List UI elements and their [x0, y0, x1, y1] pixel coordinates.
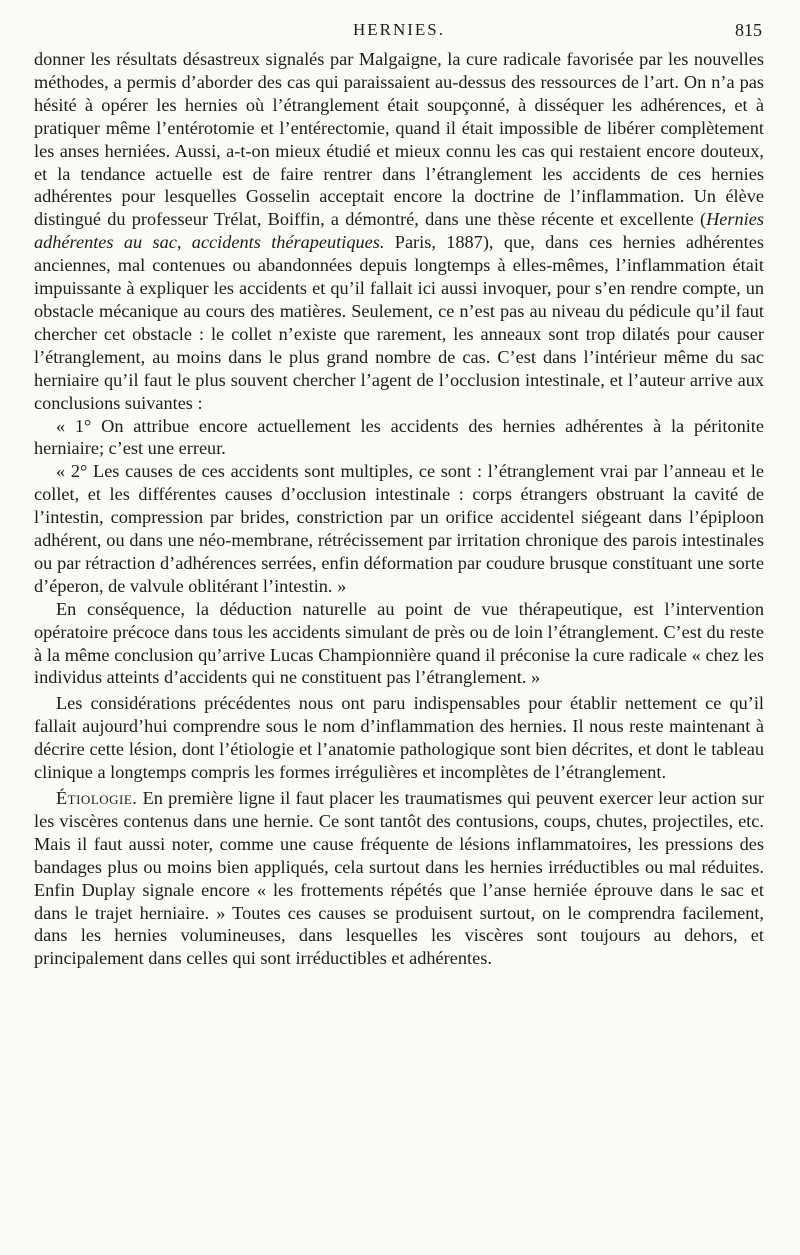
running-title: HERNIES. — [352, 20, 446, 39]
paragraph-etiology — [34, 787, 764, 970]
etiology-text: En première ligne il faut placer les traumatismes qui peuvent exercer leur action sur les viscères contenus dans une hernie. Ce sont tantôt des contusions, coups, chutes, projectiles, etc. Mais il faut aussi noter, comme une cause fréquente de lésions inflammatoires, les pressions des bandages plus ou moins bien appliqués, cela surtout dans les hernies irréductibles ou mal réduites. Enfin Duplay signale encore « les frottements répétés que l’anse herniée éprouve dans le sac et dans le trajet herniaire. » Toutes ces causes se produisent surtout, on le comprendra facilement, dans les hernies volumineuses, dans lesquelles les viscères sont toujours au dehors, et principalement dans celles qui sont irréductibles et adhérentes. — [34, 788, 764, 969]
paragraph-considerations: Les considérations précédentes nous ont paru indispensables pour établir nettement ce qu’il fallait aujourd’hui comprendre sous le nom d’inflammation des hernies. Il nous reste maintenant à décrire cette lésion, dont l’étiologie et l’anatomie pathologique sont bien décrites, et dont le tableau clinique a longtemps compris les formes irrégulières et incomplètes de l’étranglement. — [34, 693, 764, 783]
thesis-title: Hernies adhérentes au sac, accidents thérapeutiques. — [34, 209, 764, 253]
page-number: 815 — [735, 20, 762, 40]
etiology-heading: Étiologie. — [56, 788, 138, 808]
body-text — [34, 48, 764, 970]
paragraph-1 — [34, 48, 764, 415]
paragraph-1-text: donner les résultats désastreux signalés par Malgaigne, la cure radicale favorisée par les nouvelles méthodes, a permis d’aborder des cas qui paraissaient au-dessus des ressources de l’art. On n’a pas hésité à opérer les hernies où l’étranglement était soupçonné, à disséquer les adhérences, et à pratiquer même l’entérotomie et l’entérectomie, quand il était impossible de libérer complètement les anses herniées. Aussi, a-t-on mieux étudié et mieux connu les cas qui restaient encore douteux, et la tendance actuelle est de faire rentrer dans l’étranglement les accidents de ces hernies adhérentes pour lesquelles Gosselin acceptait encore la doctrine de l’inflammation. Un élève distingué du professeur Trélat, Boiffin, a démontré, dans une thèse récente et excellente ( — [34, 49, 764, 230]
paragraph-conclusion-1: « 1° On attribue encore actuellement les accidents des hernies adhérentes à la péritonite herniaire; c’est une erreur. — [34, 415, 764, 459]
running-header — [34, 20, 764, 42]
paragraph-1-end: Paris, 1887), que, dans ces hernies adhérentes anciennes, mal contenues ou abandonnées depuis longtemps à elles-mêmes, l’inflammation était impuissante à expliquer les accidents et qu’il fallait ici aussi invoquer, pour s’en rendre compte, un obstacle mécanique au cours des matières. Seulement, ce n’est pas au niveau du pédicule qu’il faut chercher cet obstacle : le collet n’existe que rarement, les anneaux sont trop dilatés pour causer l’étranglement, au moins dans le plus grand nombre de cas. C’est dans l’intérieur même du sac herniaire qu’il faut le plus souvent chercher l’agent de l’occlusion intestinale, et l’auteur arrive aux conclusions suivantes : — [34, 232, 764, 413]
paragraph-consequence: En conséquence, la déduction naturelle au point de vue thérapeutique, est l’intervention opératoire précoce dans tous les accidents simulant de près ou de loin l’étranglement. C’est du reste à la même conclusion qu’arrive Lucas Championnière quand il préconise la cure radicale « chez les individus atteints d’accidents qui ne constituent pas l’étranglement. » — [34, 598, 764, 688]
paragraph-conclusion-2: « 2° Les causes de ces accidents sont multiples, ce sont : l’étranglement vrai par l’anneau et le collet, et les différentes causes d’occlusion intestinale : corps étrangers obstruant la cavité de l’intestin, compression par brides, constriction par un orifice accidentel siégeant dans l’épiploon adhérent, ou dans une néo-membrane, rétrécissement par irritation chronique des parois intestinales ou par rétraction d’adhérences serrées, enfin déformation par coudure brusque constituant une sorte d’éperon, de valvule oblitérant l’intestin. » — [34, 461, 764, 596]
